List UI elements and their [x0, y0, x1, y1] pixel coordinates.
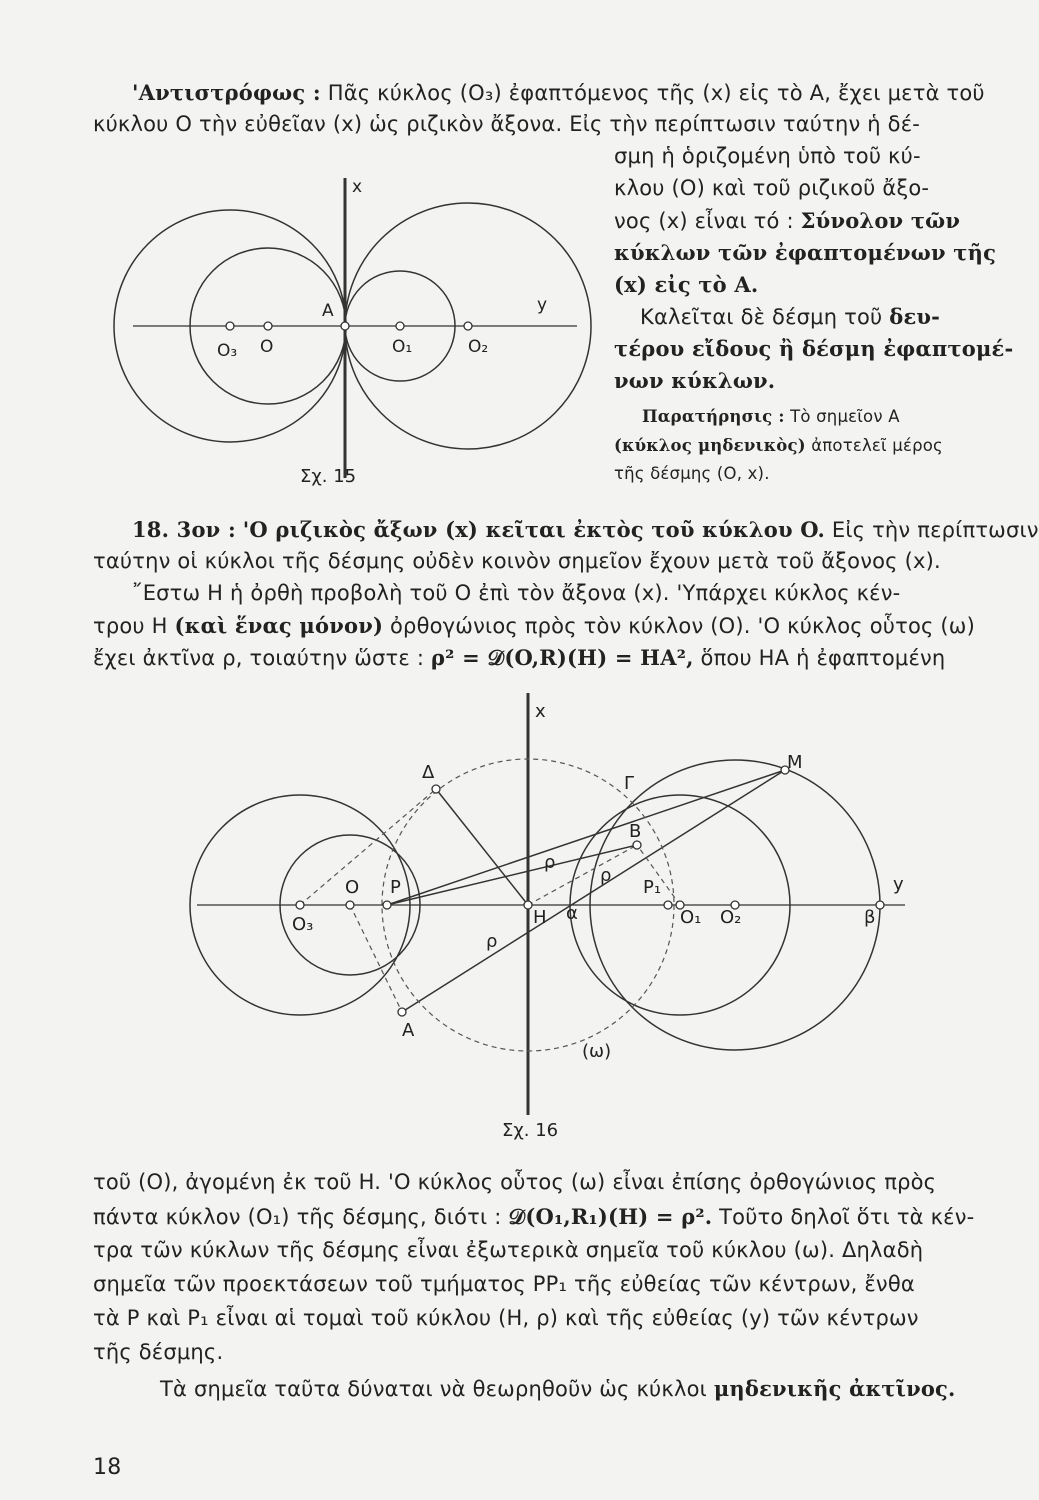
figure-15-caption: Σχ. 15: [300, 466, 357, 487]
label-a: A: [402, 1020, 415, 1041]
label-o3: O₃: [292, 914, 314, 935]
figure-16-caption: Σχ. 16: [502, 1120, 559, 1141]
intro-line-10: νων κύκλων.: [614, 368, 776, 393]
label-o: O: [345, 877, 360, 898]
text: ἔχει ἀκτῖνα ρ, τοιαύτην ὥστε :: [93, 646, 425, 670]
section-18-line-3: ῎Εστω H ἡ ὀρθὴ προβολὴ τοῦ O ἐπὶ τὸν ἄξονα (x). 'Υπάρχει κύκλος κέν-: [132, 581, 901, 605]
text: Πᾶς κύκλος (O₃) ἐφαπτόμενος τῆς (x) εἰς τὸ A, ἔχει μετὰ τοῦ: [327, 81, 985, 105]
label-a: A: [322, 301, 334, 321]
label-y: y: [893, 874, 904, 895]
point-o3: [296, 901, 304, 909]
label-h: H: [533, 907, 547, 928]
point-beta: [876, 901, 884, 909]
text: νος (x) εἶναι τό :: [614, 209, 794, 233]
label-b: B: [629, 821, 642, 842]
point-a: [398, 1008, 406, 1016]
note-line-3: τῆς δέσμης (O, x).: [614, 464, 770, 483]
para-line-5: τὰ P καὶ P₁ εἶναι αἱ τομαὶ τοῦ κύκλου (H, ρ) καὶ τῆς εὐθείας (y) τῶν κέντρων: [93, 1306, 919, 1330]
text: Καλεῖται δὲ δέσμη τοῦ: [640, 305, 883, 329]
para-line-7: [160, 1376, 956, 1401]
text: τρου H: [93, 614, 168, 638]
intro-line-7: (x) εἰς τὸ A.: [614, 272, 759, 297]
point-delta: [432, 785, 440, 793]
text: Τὸ σημεῖον A: [790, 407, 900, 426]
line-h-delta: [436, 789, 528, 905]
section-title: 'Ο ριζικὸς ἄξων (x) κεῖται ἐκτὸς τοῦ κύκλου O.: [242, 517, 826, 542]
para-line-3: τρα τῶν κύκλων τῆς δέσμης εἶναι ἐξωτερικὰ σημεῖα τοῦ κύκλου (ω). Δηλαδὴ: [93, 1238, 924, 1262]
zero-radius-bold: μηδενικῆς ἀκτῖνος.: [713, 1376, 956, 1401]
page-number: 18: [93, 1455, 122, 1480]
formula: 𝒟(O₁,R₁)(H) = ρ².: [508, 1204, 713, 1229]
label-rho-2: ρ: [600, 865, 612, 886]
point-p1: [664, 901, 672, 909]
point-p: [383, 901, 391, 909]
null-circle-bold: (κύκλος μηδενικὸς): [614, 436, 806, 455]
intro-line-2: κύκλου O τὴν εὐθεῖαν (x) ὡς ριζικὸν ἄξονα. Εἰς τὴν περίπτωσιν ταύτην ἡ δέ-: [93, 112, 921, 136]
formula: ρ² = 𝒟(O,R)(H) = HA²,: [431, 645, 694, 670]
label-p: P: [390, 877, 401, 898]
label-rho-3: ρ: [486, 931, 498, 952]
para-line-6: τῆς δέσμης.: [93, 1340, 224, 1364]
para-line-2: [93, 1204, 974, 1230]
para-line-1: τοῦ (O), ἀγομένη ἐκ τοῦ H. 'O κύκλος οὗτος (ω) εἶναι ἐπίσης ὀρθογώνιος πρὸς: [93, 1170, 937, 1194]
label-o2: O₂: [468, 337, 489, 357]
label-y: y: [537, 295, 548, 315]
label-beta: β: [864, 907, 876, 928]
conversely-label: 'Αντιστρόφως :: [132, 80, 321, 105]
label-m: M: [787, 752, 803, 773]
label-o1: O₁: [680, 907, 702, 928]
only-one-bold: (καὶ ἕνας μόνον): [174, 613, 384, 638]
text: ὅπου HA ἡ ἐφαπτομένη: [700, 646, 946, 670]
para-line-4: σημεῖα τῶν προεκτάσεων τοῦ τμήματος PP₁ τῆς εὐθείας τῶν κέντρων, ἔνθα: [93, 1272, 915, 1296]
section-number: 18. 3ον :: [132, 517, 236, 542]
label-o: O: [260, 337, 274, 357]
point-b: [633, 841, 641, 849]
point-h: [524, 901, 532, 909]
intro-line-9: τέρου εἴδους ἢ δέσμη ἐφαπτομέ-: [614, 336, 1014, 361]
intro-line-3: σμη ἡ ὁριζομένη ὑπὸ τοῦ κύ-: [614, 144, 921, 168]
section-18-line-2: ταύτην οἱ κύκλοι τῆς δέσμης οὐδὲν κοινὸν σημεῖον ἔχουν μετὰ τοῦ ἄξονος (x).: [93, 549, 941, 573]
label-o1: O₁: [392, 337, 413, 357]
dash-o3-delta: [300, 789, 436, 905]
label-omega: (ω): [582, 1041, 612, 1062]
note-label: Παρατήρησις :: [642, 407, 785, 426]
intro-line-4: κλου (O) καὶ τοῦ ριζικοῦ ἄξο-: [614, 176, 930, 200]
label-gamma: Γ: [624, 773, 635, 794]
second-kind-bold: δευ-: [889, 304, 941, 329]
text: Τοῦτο δηλοῖ ὅτι τὰ κέν-: [719, 1205, 975, 1229]
intro-line-6: κύκλων τῶν ἐφαπτομένων τῆς: [614, 240, 997, 265]
label-rho-1: ρ: [544, 852, 556, 873]
line-p-m: [387, 770, 785, 905]
text: Εἰς τὴν περίπτωσιν: [831, 518, 1039, 542]
label-delta: Δ: [422, 762, 435, 783]
label-alpha: α: [566, 903, 578, 924]
point-o: [346, 901, 354, 909]
label-x: x: [535, 701, 546, 722]
text: ἀποτελεῖ μέρος: [811, 436, 943, 455]
text: Τὰ σημεῖα ταῦτα δύναται νὰ θεωρηθοῦν ὡς κύκλοι: [160, 1377, 707, 1401]
text: πάντα κύκλον (O₁) τῆς δέσμης, διότι :: [93, 1205, 502, 1229]
label-x: x: [352, 177, 363, 197]
definition-bold: Σύνολον τῶν: [800, 208, 961, 233]
label-p1: P₁: [643, 877, 662, 898]
text: ὀρθογώνιος πρὸς τὸν κύκλον (O). 'O κύκλος οὗτος (ω): [390, 614, 975, 638]
line-a-m: [402, 770, 785, 1012]
label-o2: O₂: [720, 907, 742, 928]
label-o3: O₃: [217, 341, 238, 361]
